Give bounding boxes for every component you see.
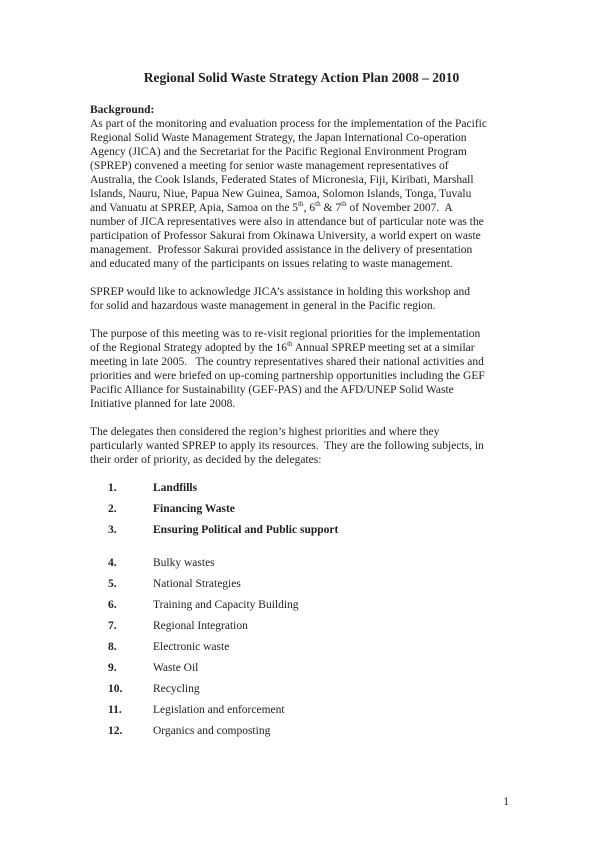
text-line: of the Regional Strategy adopted by the 16th Annual SPREP meeting set at a similar [90,340,475,354]
list-item-label: National Strategies [153,578,241,590]
priority-list-item [90,502,522,516]
text-line: (SPREP) convened a meeting for senior waste management representatives of [90,160,449,172]
text-line: The purpose of this meeting was to re-visit regional priorities for the implementation [90,328,481,340]
text-line: The delegates then considered the region’s highest priorities and where they [90,426,440,438]
text-line: Australia, the Cook Islands, Federated States of Micronesia, Fiji, Kiribati, Marshall [90,174,474,186]
list-item-number: 10. [108,683,123,695]
text-line: their order of priority, as decided by the delegates: [90,454,322,466]
list-item-label: Recycling [153,683,200,695]
priority-list-item [90,481,522,495]
text-line: SPREP would like to acknowledge JICA’s assistance in holding this workshop and [90,286,471,298]
list-item-number: 6. [108,599,117,611]
list-item-label: Bulky wastes [153,557,215,569]
text-line: meeting in late 2005. The country representatives shared their national activities and [90,356,484,368]
list-item-label: Training and Capacity Building [153,599,299,611]
list-item-number: 12. [108,725,123,737]
priority-list-other [90,556,522,738]
list-item-label: Landfills [153,482,198,494]
text-line: management. Professor Sakurai provided assistance in the delivery of presentation [90,244,473,256]
text-line: participation of Professor Sakurai from Okinawa University, a world expert on waste [90,230,481,242]
text-line: Islands, Nauru, Niue, Papua New Guinea, Samoa, Solomon Islands, Tonga, Tuvalu [90,188,472,200]
list-item-label: Ensuring Political and Public support [153,524,339,536]
text-line: As part of the monitoring and evaluation process for the implementation of the Pacific [90,118,487,130]
list-item-label: Legislation and enforcement [153,704,285,716]
text-line: and educated many of the participants on issues relating to waste management. [90,258,453,270]
list-item-number: 1. [108,482,117,494]
list-item-number: 5. [108,578,117,590]
text-line: Regional Solid Waste Management Strategy, the Japan International Co-operation [90,132,467,144]
text-line: and Vanuatu at SPREP, Apia, Samoa on the 5th, 6th & 7th of November 2007. A [90,200,453,214]
text-line: Initiative planned for late 2008. [90,398,236,410]
paragraph-delegates [90,425,522,467]
priority-list-item [90,523,522,537]
priority-list-item [90,682,522,696]
priority-list-item [90,619,522,633]
list-item-label: Waste Oil [153,662,199,674]
text-line: Agency (JICA) and the Secretariat for the Pacific Regional Environment Program [90,146,467,158]
list-item-label: Organics and composting [153,725,271,737]
list-item-label: Financing Waste [153,503,235,515]
list-item-number: 7. [108,620,117,632]
list-item-number: 4. [108,557,117,569]
priority-list-item [90,724,522,738]
text-line: particularly wanted SPREP to apply its resources. They are the following subjects, in [90,440,484,452]
document-title: Regional Solid Waste Strategy Action Plan 2008 – 2010 [143,70,460,85]
list-item-number: 11. [108,704,122,716]
document-content [90,70,522,745]
list-item-label: Electronic waste [153,641,230,653]
priority-list-item [90,577,522,591]
paragraph-background [90,117,522,271]
list-item-number: 3. [108,524,117,536]
list-item-number: 9. [108,662,117,674]
text-line: Pacific Alliance for Sustainability (GEF-PAS) and the AFD/UNEP Solid Waste [90,384,454,396]
priority-list-item [90,556,522,570]
priority-list-item [90,640,522,654]
page-number: 1 [503,796,509,808]
priority-list-top [90,481,522,537]
text-line: number of JICA representatives were also in attendance but of particular note was the [90,216,484,228]
list-item-label: Regional Integration [153,620,248,632]
list-item-number: 8. [108,641,117,653]
paragraph-purpose [90,327,522,411]
list-item-number: 2. [108,503,117,515]
paragraph-acknowledgement [90,285,522,313]
text-line: for solid and hazardous waste management in general in the Pacific region. [90,300,436,312]
priority-list-item [90,703,522,717]
section-heading-background: Background: [90,104,155,116]
priority-list-item [90,598,522,612]
priority-list-item [90,661,522,675]
text-line: priorities and were briefed on up-coming partnership opportunities including the GEF [90,370,485,382]
